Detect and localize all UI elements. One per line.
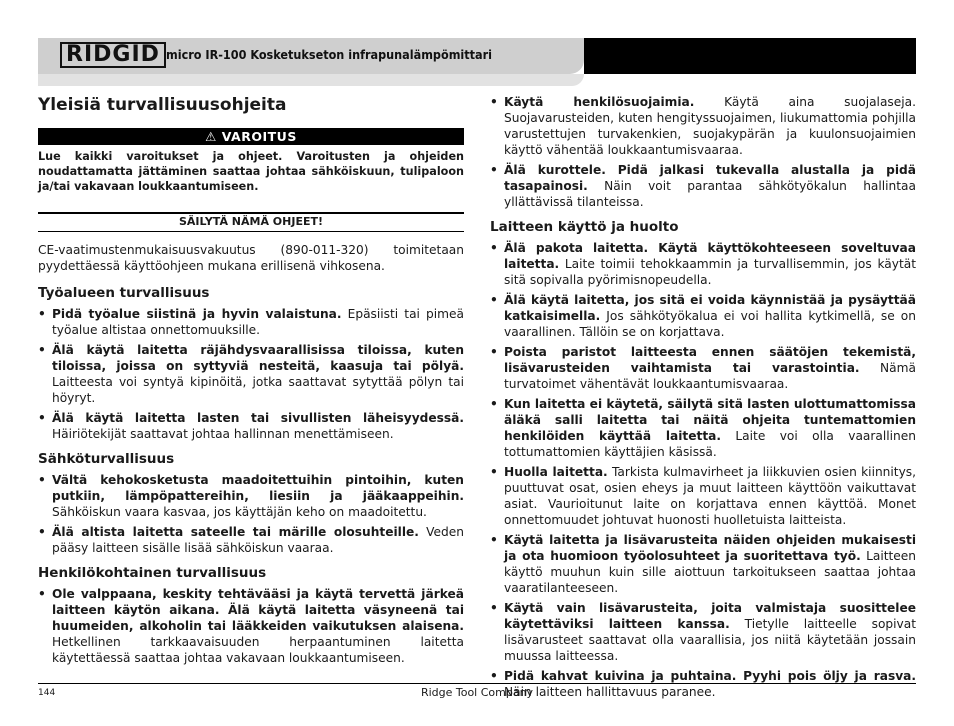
electrical-title: Sähköturvallisuus bbox=[38, 451, 175, 467]
header-black-band bbox=[584, 38, 916, 74]
header-title: micro IR-100 Kosketukseton infrapunalämpömittari bbox=[166, 47, 493, 62]
left-column bbox=[38, 94, 464, 670]
list-item: • Ole valppaana, keskity tehtävääsi ja käytä tervettä järkeä laitteen käytön aikana. Älä käytä laitetta väsyneenä tai huumeiden, alkoholin tai lääkkeiden vaikutuksen alaisena. Hetkellinen tarkkaavaisuuden herpaantuminen laitetta käytettäessä saattaa johtaa vakavaan loukkaantumiseen. bbox=[38, 586, 464, 666]
header-underline bbox=[38, 74, 584, 86]
list-item: • Älä kurottele. Pidä jalkasi tukevalla alustalla ja pidä tasapainosi. Näin voit parantaa sähkötyökalun hallintaa yllättävissä tilanteissa. bbox=[490, 162, 916, 210]
work-area-list bbox=[38, 306, 464, 442]
personal-list bbox=[38, 586, 464, 666]
personal-list-continued bbox=[490, 94, 916, 210]
list-item: • Pidä työalue siistinä ja hyvin valaistuna. Epäsiisti tai pimeä työalue altistaa onnettomuuksille. bbox=[38, 306, 464, 338]
list-item: • Poista paristot laitteesta ennen säätöjen tekemistä, lisävarusteiden vaihtamista tai varastointia. Nämä turvatoimet vähentävät loukkaantumisvaaraa. bbox=[490, 344, 916, 392]
footer-company: Ridge Tool Company bbox=[420, 686, 534, 699]
warning-triangle-icon: ⚠ bbox=[205, 129, 217, 144]
right-column bbox=[490, 94, 916, 704]
page-header bbox=[38, 38, 916, 74]
list-item: • Älä altista laitetta sateelle tai märille olosuhteille. Veden pääsy laitteen sisälle lisää sähköiskun vaaraa. bbox=[38, 524, 464, 556]
use-care-title: Laitteen käyttö ja huolto bbox=[490, 219, 679, 235]
footer-rule bbox=[38, 683, 916, 684]
list-item: • Pidä kahvat kuivina ja puhtaina. Pyyhi pois öljy ja rasva. Näin laitteen hallittavuus paranee. bbox=[490, 668, 916, 700]
save-instructions-bar: SÄILYTÄ NÄMÄ OHJEET! bbox=[38, 212, 464, 232]
warning-label: VAROITUS bbox=[221, 129, 297, 144]
list-item: • Käytä laitetta ja lisävarusteita näiden ohjeiden mukaisesti ja ota huomioon työolosuhteet ja suoritettava työ. Laitteen käyttö muuhun kuin sille aiottuun tarkoitukseen saattaa johtaa vaaratilanteeseen. bbox=[490, 532, 916, 596]
personal-title: Henkilökohtainen turvallisuus bbox=[38, 565, 267, 581]
list-item: • Älä käytä laitetta, jos sitä ei voida käynnistää ja pysäyttää katkaisimella. Jos sähkötyökalua ei voi hallita kytkimellä, se on vaarallinen. Tällöin se on korjattava. bbox=[490, 292, 916, 340]
list-item: • Vältä kehokosketusta maadoitettuihin pintoihin, kuten putkiin, lämpöpattereihin, liesiin ja jääkaappeihin. Sähköiskun vaara kasvaa, jos käyttäjän keho on maadoitettu. bbox=[38, 472, 464, 520]
list-item: • Älä käytä laitetta räjähdysvaarallisissa tiloissa, kuten tiloissa, joissa on syttyviä nesteitä, kaasuja tai pölyä. Laitteesta voi syntyä kipinöitä, jotka saattavat sytyttää pölyn tai höyryt. bbox=[38, 342, 464, 406]
list-item: • Kun laitetta ei käytetä, säilytä sitä lasten ulottumattomissa äläkä salli laitetta tai näitä ohjeita tuntemattomien henkilöiden käyttää laitetta. Laite voi olla vaarallinen tottumattomien käyttäjien käsissä. bbox=[490, 396, 916, 460]
electrical-list bbox=[38, 472, 464, 556]
work-area-title: Työalueen turvallisuus bbox=[38, 285, 210, 301]
list-item: • Käytä henkilösuojaimia. Käytä aina suojalaseja. Suojavarusteiden, kuten hengityssuojaimen, liukumattomia pohjilla varustettujen turvakenkien, suojakypärän ja kuulonsuojaimien käyttö vähentää loukkaantumisvaaraa. bbox=[490, 94, 916, 158]
list-item: • Älä käytä laitetta lasten tai sivullisten läheisyydessä. Häiriötekijät saattavat johtaa hallinnan menettämiseen. bbox=[38, 410, 464, 442]
list-item: • Käytä vain lisävarusteita, joita valmistaja suosittelee käytettäviksi laitteen kanssa. Tietylle laitteelle sopivat lisävarusteet saattavat olla vaarallisia, jos niitä käytetään jossain muussa laitteessa. bbox=[490, 600, 916, 664]
page-number: 144 bbox=[38, 688, 56, 698]
warning-bar bbox=[38, 128, 464, 145]
ce-declaration-text: CE-vaatimustenmukaisuusvakuutus (890-011-320) toimitetaan pyydettäessä käyttöohjeen mukana erillisenä vihkosena. bbox=[38, 243, 464, 273]
use-care-list bbox=[490, 240, 916, 700]
ridgid-logo: RIDGID bbox=[60, 42, 166, 68]
section-heading: Yleisiä turvallisuusohjeita bbox=[38, 95, 287, 115]
header-grey-band bbox=[38, 38, 584, 74]
list-item: • Huolla laitetta. Tarkista kulmavirheet ja liikkuvien osien kiinnitys, puuttuvat osat, osien eheys ja muut laitteen käyttöön vaikuttavat asiat. Vaurioitunut laite on korjattava ennen käyttöä. Monet onnettomuudet johtuvat huonosti huolletuista laitteista. bbox=[490, 464, 916, 528]
list-item: • Älä pakota laitetta. Käytä käyttökohteeseen soveltuvaa laitetta. Laite toimii tehokkaammin ja turvallisemmin, jos käytät sitä sopivalla pyörimisnopeudella. bbox=[490, 240, 916, 288]
warning-text: Lue kaikki varoitukset ja ohjeet. Varoitusten ja ohjeiden noudattamatta jättäminen saattaa johtaa sähköiskuun, tulipaloon ja/tai vakavaan loukkaantumiseen. bbox=[38, 150, 464, 193]
